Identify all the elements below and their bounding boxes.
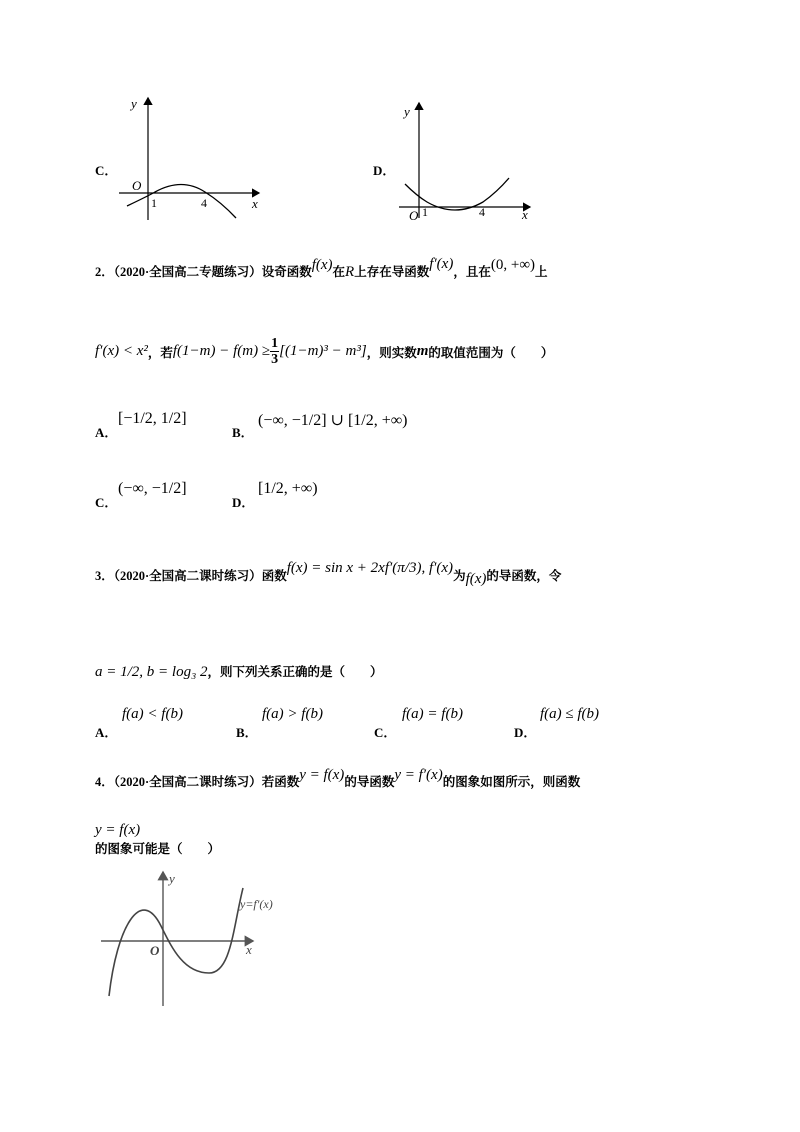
question-2-line-2 (95, 336, 553, 367)
option-a-label: A． (95, 725, 118, 740)
origin-label: O (409, 208, 419, 223)
question-text: 的取值范围为（ ） (428, 345, 554, 360)
question-text: 的图象如图所示，则函数 (442, 775, 581, 789)
question-text: ，若 (147, 345, 173, 360)
question-text: 的导函数 (344, 775, 395, 789)
question-4-line-1 (95, 767, 581, 791)
math-variable: m (416, 343, 429, 359)
curve (127, 185, 236, 219)
question-source: （2020·全国高二专题练习） (113, 265, 262, 279)
option-c-value: (−∞, −1/2] (118, 480, 187, 497)
math-expression: f′(x) (429, 256, 454, 272)
option-c-graph (115, 92, 265, 222)
option-c-value: f(a) = f(b) (402, 706, 463, 722)
question-text: 设奇函数 (261, 265, 312, 279)
math-expression: R (345, 264, 355, 280)
question-text: 在 (332, 265, 346, 279)
x-label: x (246, 942, 252, 957)
question-text: 的导函数，令 (486, 569, 562, 583)
question-source: （2020·全国高二课时练习） (113, 569, 262, 583)
tick-4: 4 (201, 196, 207, 210)
question-text: 上 (535, 265, 548, 279)
question-3-line-2 (95, 662, 383, 681)
question-text: 若函数 (261, 775, 300, 789)
option-d-value: f(a) ≤ f(b) (540, 706, 600, 722)
y-label: y (169, 871, 175, 886)
math-expression: a = 1/2, b = log₃ 2 (95, 664, 208, 680)
x-label: x (252, 196, 258, 211)
option-b-label: B． (236, 725, 258, 740)
question-text: ，且在 (453, 265, 491, 279)
origin-label: O (132, 178, 142, 193)
math-expression: f(x) (465, 571, 487, 587)
origin-label: O (150, 943, 160, 958)
math-expression: y = f′(x) (394, 767, 443, 783)
tick-4: 4 (479, 205, 485, 219)
tick-1: 1 (422, 205, 428, 219)
question-text: ，则实数 (366, 345, 417, 360)
y-label: y (131, 96, 137, 111)
option-b-value: f(a) > f(b) (262, 706, 323, 722)
option-d-graph (397, 98, 537, 223)
option-d-label: D． (232, 495, 255, 510)
question-text: 为 (453, 569, 466, 583)
question-2-line-1 (95, 256, 548, 281)
option-d-label: D． (373, 163, 396, 178)
fraction: $\frac{1}{3}$ (271, 336, 279, 367)
question-source: （2020·全国高二课时练习） (113, 775, 262, 789)
option-a-label: A． (95, 425, 118, 440)
math-expression: [(1−m)³ − m³] (279, 343, 367, 359)
y-label: y (404, 104, 410, 119)
option-d-label: D． (514, 725, 537, 740)
x-label: x (522, 207, 528, 222)
option-a-value: [−1/2, 1/2] (118, 410, 187, 427)
math-expression: f(x) (311, 257, 333, 273)
question-text: 函数 (261, 569, 287, 583)
question-number: 2． (95, 265, 114, 279)
question-number: 3． (95, 569, 114, 583)
option-d-value: [1/2, +∞) (258, 480, 318, 497)
question-3-line-1 (95, 560, 562, 587)
option-b-label: B． (232, 425, 254, 440)
question-number: 4． (95, 775, 114, 789)
curve-label: y=f′(x) (240, 897, 273, 911)
math-expression: y = f(x) (95, 822, 141, 838)
option-c-label: C． (95, 495, 118, 510)
option-c-label: C． (374, 725, 397, 740)
math-expression: f(1−m) − f(m) ≥ (172, 343, 271, 359)
math-expression: y = f(x) (299, 767, 345, 783)
tick-1: 1 (151, 196, 157, 210)
curve (405, 178, 509, 210)
derivative-graph (95, 868, 295, 1008)
question-text: ，则下列关系正确的是（ ） (207, 665, 383, 679)
math-expression: f(x) = sin x + 2xf′(π/3), f′(x) (286, 560, 454, 576)
question-4-line-2 (95, 822, 220, 857)
question-text: 的图象可能是（ ） (95, 842, 221, 856)
option-b-value: (−∞, −1/2] ∪ [1/2, +∞) (258, 412, 408, 429)
option-a-value: f(a) < f(b) (122, 706, 183, 722)
math-expression: f′(x) < x² (95, 343, 148, 359)
option-c-label: C． (95, 163, 118, 178)
question-text: 上存在导函数 (354, 265, 430, 279)
math-expression: (0, +∞) (490, 257, 536, 273)
derivative-curve (109, 888, 243, 996)
